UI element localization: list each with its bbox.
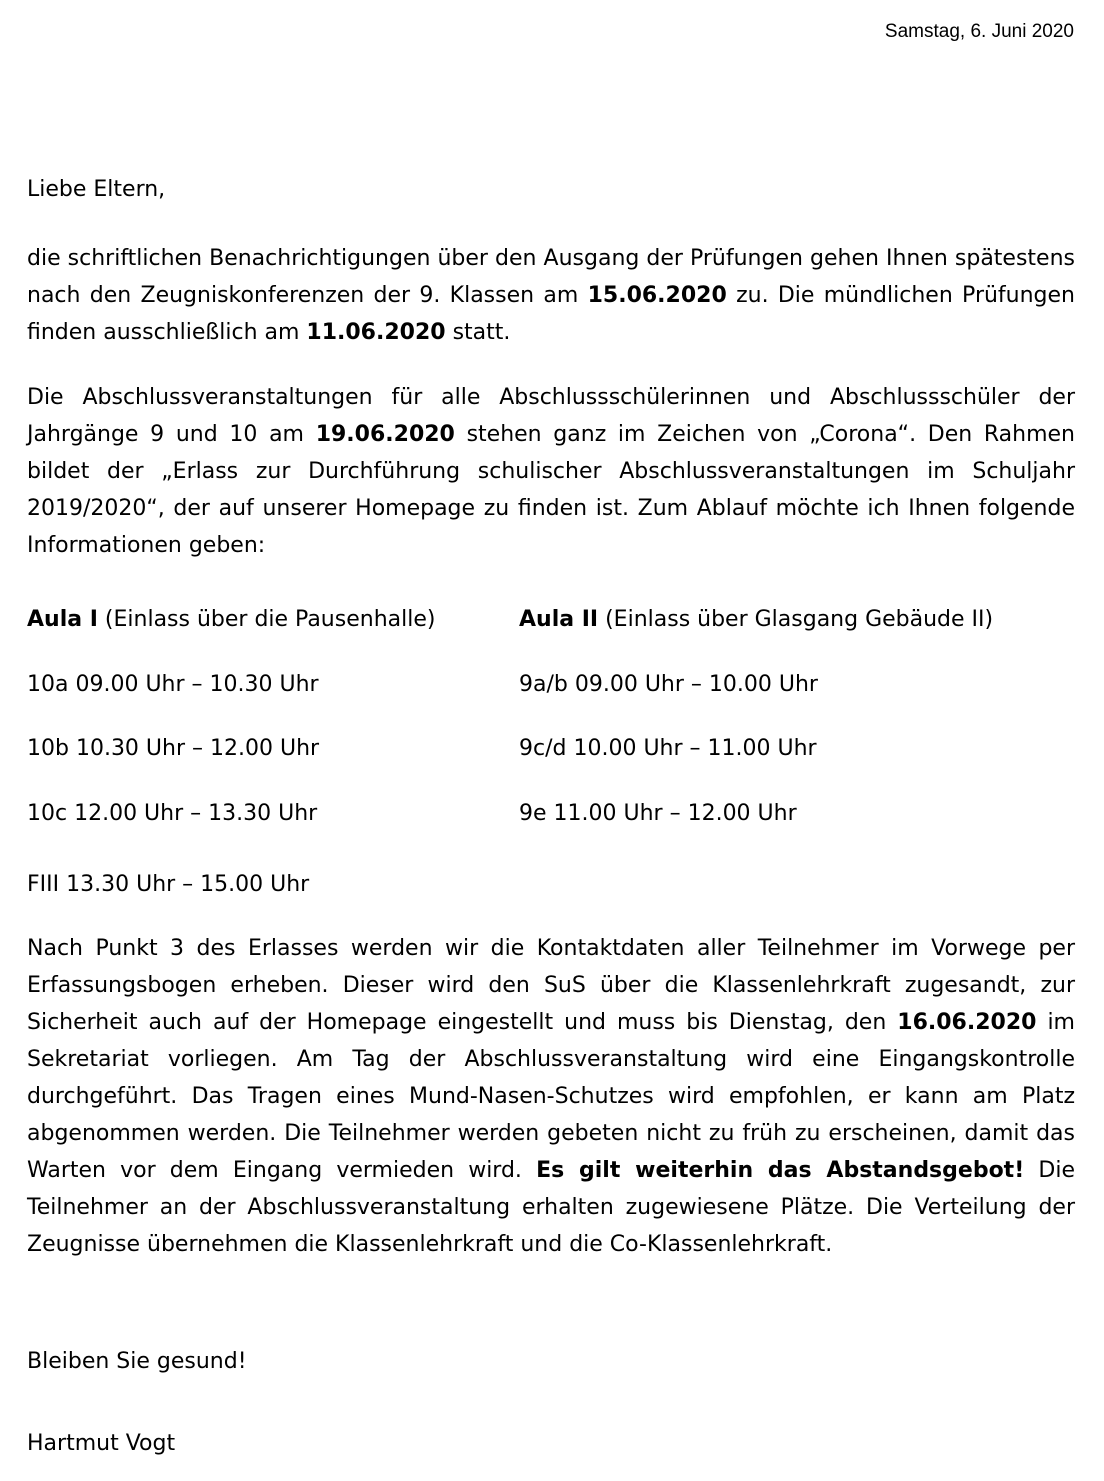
paragraph-text: stehen ganz im Zeichen von „Corona“. Den Rahmen bildet der „Erlass zur Durchführung schulischer Abschlussveranstaltungen im Schuljahr 2019/2020“, der auf unserer Homepage zu finden ist. Zum Ablauf möchte ich Ihnen folgende Informationen geben:: [27, 422, 1075, 558]
aula2-entrance: (Einlass über Glasgang Gebäude II): [598, 607, 994, 632]
paragraph-text: zu. Die mündlichen Prüfungen finden ausschließlich am: [27, 283, 1076, 345]
paragraph-procedure: [27, 930, 1075, 1263]
paragraph-text: Nach Punkt 3 des Erlasses werden wir die Kontaktdaten aller Teilnehmer im Vorwege per Erfassungsbogen erheben. Dieser wird den SuS über die Klassenlehrkraft zugesandt, zur Sicherheit auch auf der Homepage eingestellt und muss bis Dienstag, den: [27, 936, 1075, 1035]
paragraph-text: die schriftlichen Benachrichtigungen über den Ausgang der Prüfungen gehen Ihnen spätestens nach den Zeugniskonferenzen der 9. Klassen am: [27, 246, 1075, 308]
aula1-slot: 10b 10.30 Uhr – 12.00 Uhr: [27, 736, 320, 761]
aula1-slot: 10a 09.00 Uhr – 10.30 Uhr: [27, 672, 319, 697]
paragraph-text: Die Abschlussveranstaltungen für alle Abschlussschülerinnen und Abschlussschüler der Jahrgänge 9 und 10 am: [27, 385, 1075, 447]
closing-line: Bleiben Sie gesund!: [27, 1349, 247, 1374]
letter-date: Samstag, 6. Juni 2020: [884, 21, 1074, 42]
signature-name: Hartmut Vogt: [27, 1431, 176, 1456]
aula1-slot: FIII 13.30 Uhr – 15.00 Uhr: [27, 872, 310, 897]
date-highlight: 11.06.2020: [306, 320, 446, 345]
paragraph-text: statt.: [445, 320, 511, 345]
salutation: Liebe Eltern,: [27, 177, 166, 202]
paragraph-results: [27, 240, 1075, 351]
date-highlight: 16.06.2020: [897, 1010, 1037, 1035]
distance-rule-highlight: Es gilt weiterhin das Abstandsgebot!: [536, 1158, 1025, 1183]
aula2-slot: 9e 11.00 Uhr – 12.00 Uhr: [519, 801, 797, 826]
date-highlight: 15.06.2020: [587, 283, 727, 308]
aula2-slot: 9c/d 10.00 Uhr – 11.00 Uhr: [519, 736, 817, 761]
aula2-slot: 9a/b 09.00 Uhr – 10.00 Uhr: [519, 672, 818, 697]
date-highlight: 19.06.2020: [315, 422, 455, 447]
aula2-heading: [519, 601, 993, 638]
aula1-slot: 10c 12.00 Uhr – 13.30 Uhr: [27, 801, 318, 826]
aula1-heading: [27, 601, 435, 638]
aula1-entrance: (Einlass über die Pausenhalle): [97, 607, 436, 632]
paragraph-ceremony: [27, 379, 1075, 564]
aula2-name: Aula II: [519, 607, 599, 632]
aula1-name: Aula I: [27, 607, 98, 632]
paragraph-text: Die Teilnehmer an der Abschlussveranstaltung erhalten zugewiesene Plätze. Die Verteilung der Zeugnisse übernehmen die Klassenlehrkraft und die Co-Klassenlehrkraft.: [27, 1158, 1075, 1257]
paragraph-text: im Sekretariat vorliegen. Am Tag der Abschlussveranstaltung wird eine Eingangskontrolle durchgeführt. Das Tragen eines Mund-Nasen-Schutzes wird empfohlen, er kann am Platz abgenommen werden. Die Teilnehmer werden gebeten nicht zu früh zu erscheinen, damit das Warten vor dem Eingang vermieden wird.: [27, 1010, 1075, 1183]
